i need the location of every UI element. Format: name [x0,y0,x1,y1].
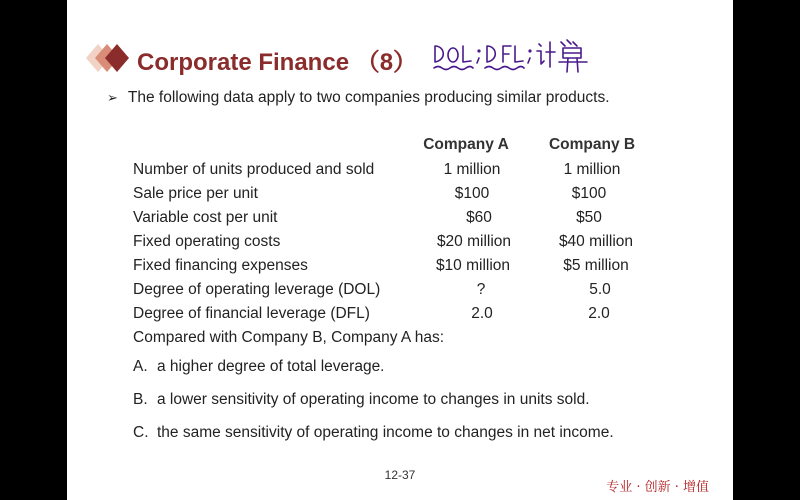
row-label: Fixed operating costs [133,233,281,250]
column-header-company-b: Company B [548,136,636,153]
row-label: Degree of operating leverage (DOL) [133,281,381,298]
row-label: Sale price per unit [133,185,258,202]
option-a [133,358,385,376]
cell-company-b: $50 [576,209,602,226]
arrow-bullet-icon: ➢ [107,90,118,105]
cell-company-b: 1 million [563,161,621,178]
question-text: Compared with Company B, Company A has: [133,329,445,346]
row-label: Number of units produced and sold [133,161,375,178]
option-letter: C. [133,424,149,441]
cell-company-a: 1 million [443,161,501,178]
option-text: the same sensitivity of operating income to changes in net income. [157,424,614,441]
option-b [133,391,590,409]
option-letter: B. [133,391,148,408]
cell-company-b: $100 [571,185,607,202]
cell-company-b: $40 million [558,233,634,250]
handwritten-annotation [431,34,611,76]
page-number: 12-37 [384,468,416,482]
cell-company-b: 5.0 [589,281,611,298]
option-text: a lower sensitivity of operating income to changes in units sold. [157,391,590,408]
slide [67,0,733,500]
cell-company-a: $60 [466,209,492,226]
cell-company-a: ? [476,281,486,298]
intro-bullet [107,89,610,107]
footer-slogan: 专业 · 创新 · 增值 [606,480,709,495]
cell-company-a: $100 [454,185,490,202]
row-label: Fixed financing expenses [133,257,308,274]
option-c [133,424,614,442]
slide-title: Corporate Finance （8） [137,49,418,76]
cell-company-a: $20 million [436,233,512,250]
row-label: Degree of financial leverage (DFL) [133,305,370,322]
cell-company-b: $5 million [563,257,629,274]
cell-company-b: 2.0 [588,305,610,322]
cell-company-a: $10 million [435,257,511,274]
option-letter: A. [133,358,148,375]
diamond-logo-icon [84,40,132,76]
option-text: a higher degree of total leverage. [157,358,385,375]
row-label: Variable cost per unit [133,209,278,226]
column-header-company-a: Company A [423,136,509,153]
cell-company-a: 2.0 [471,305,493,322]
intro-text: The following data apply to two companies producing similar products. [127,89,610,106]
